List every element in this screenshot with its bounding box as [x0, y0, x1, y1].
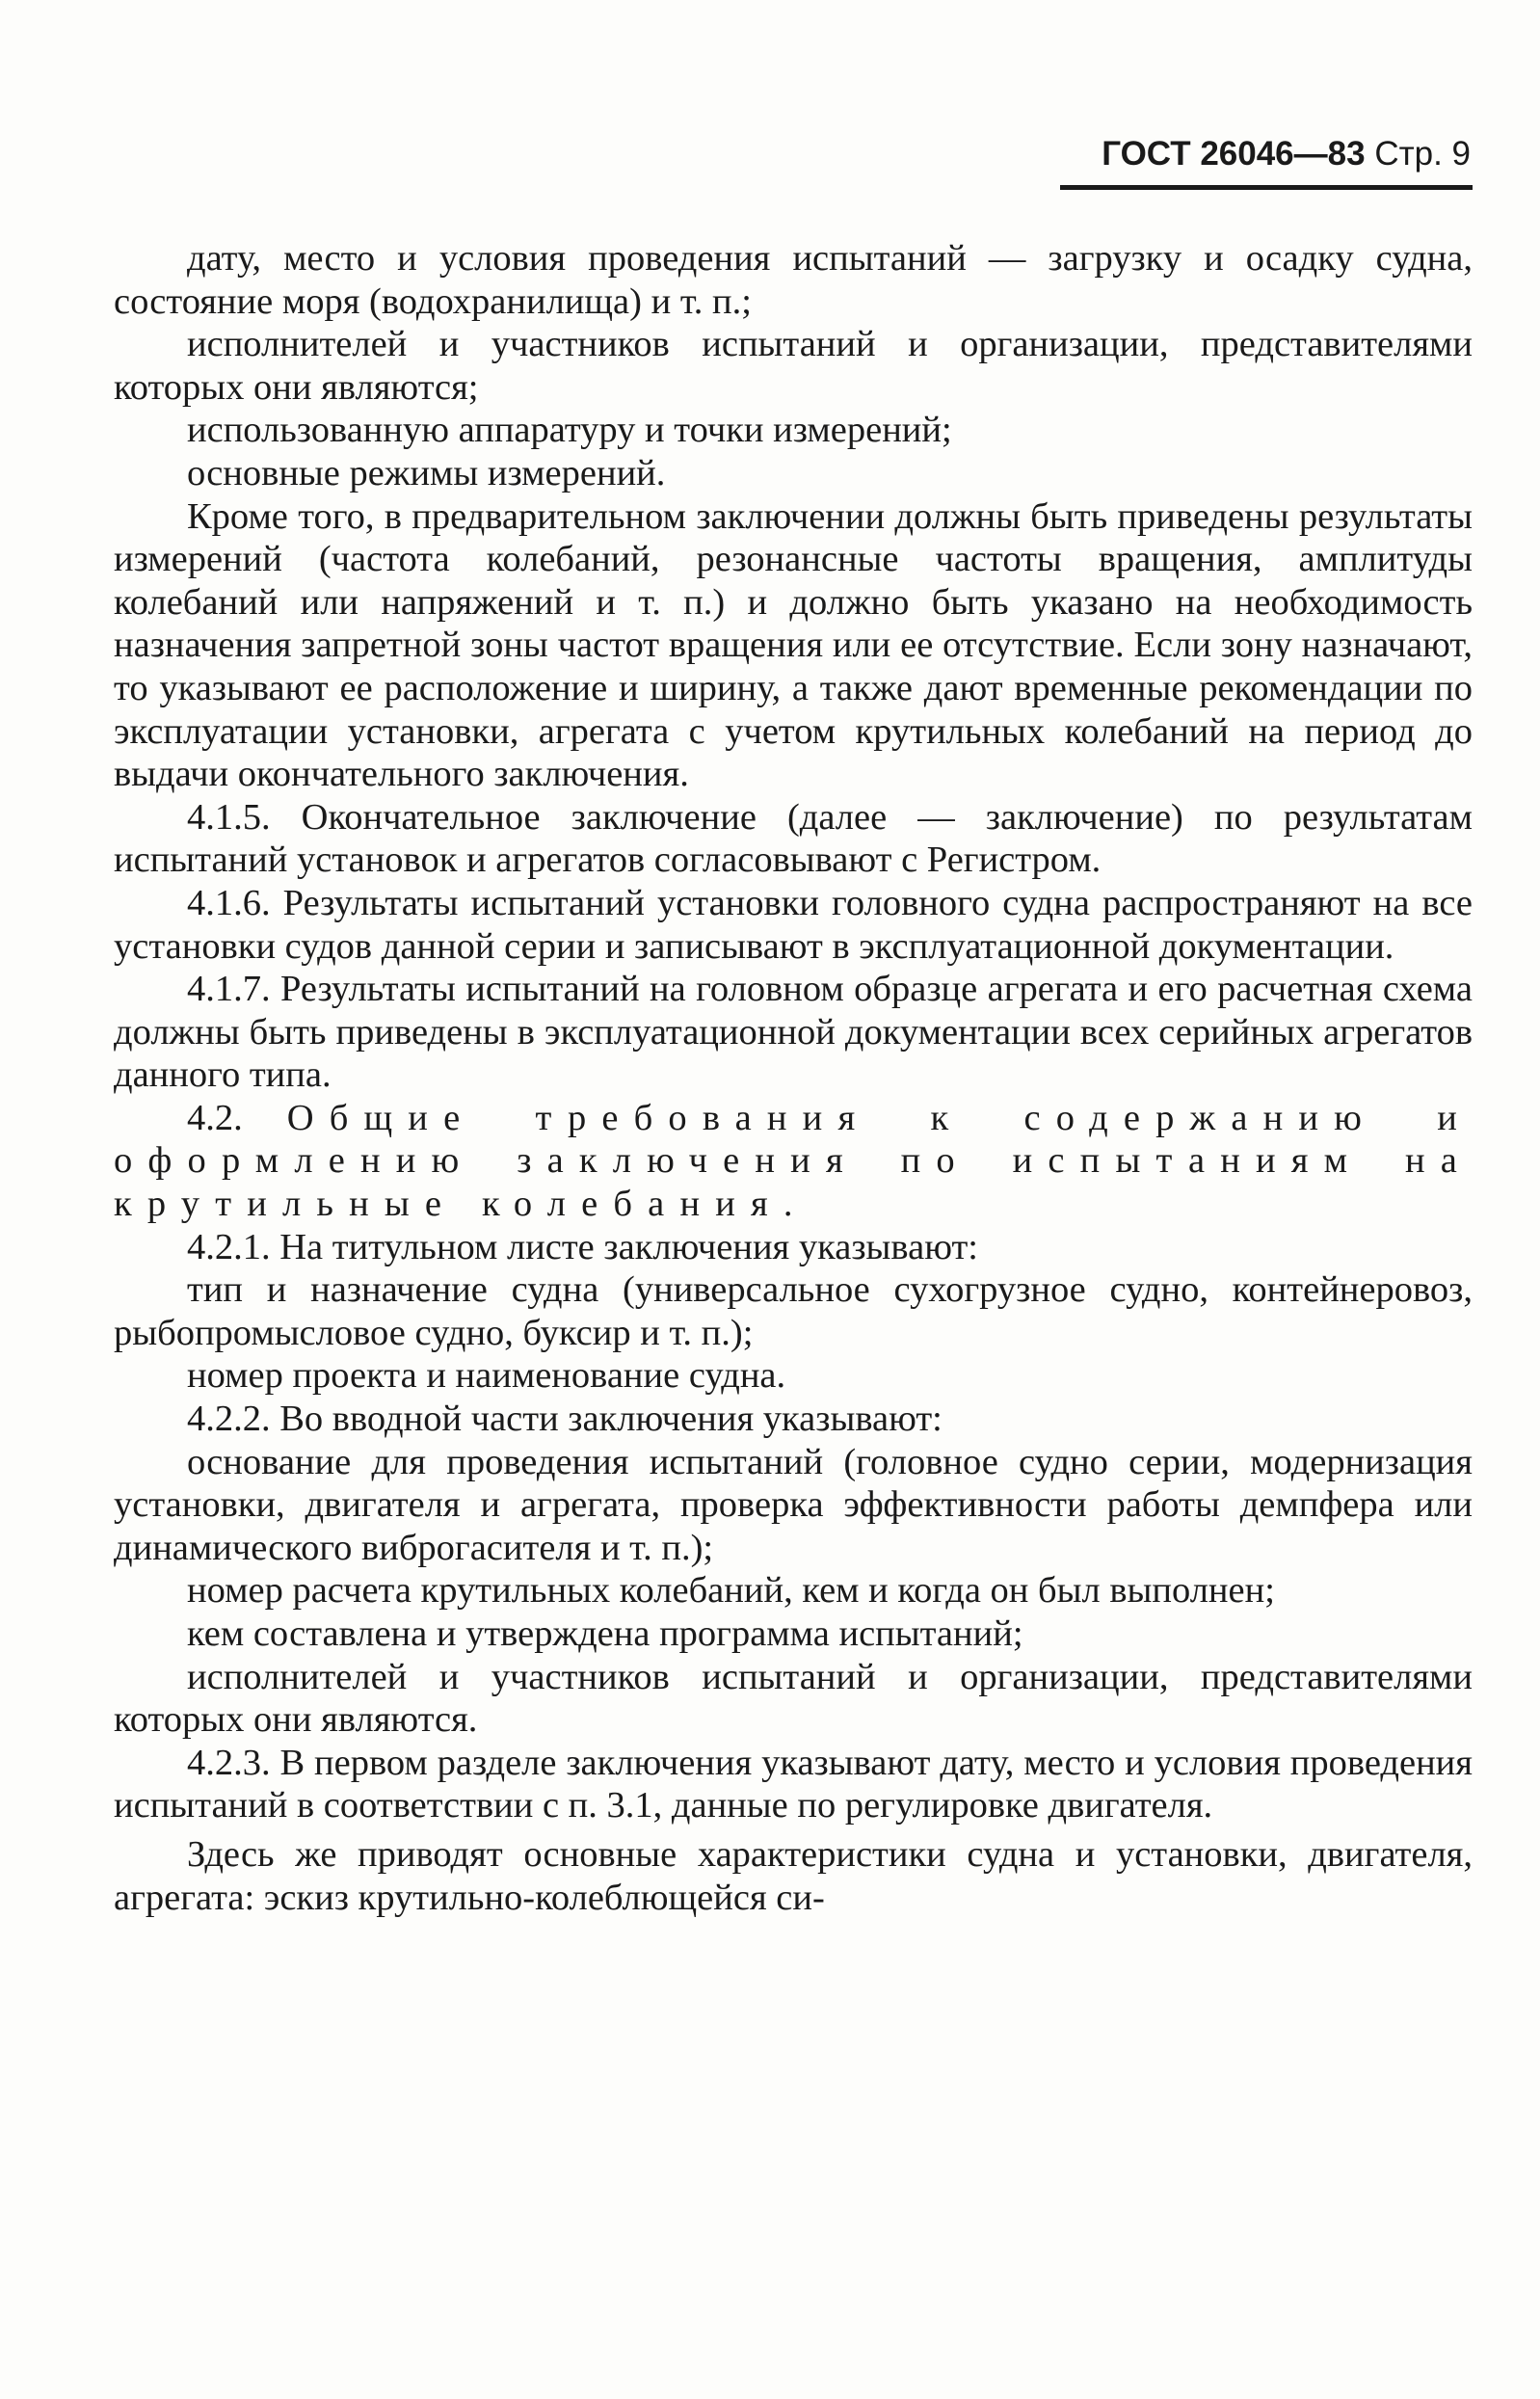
clause-4-1-5: 4.1.5. Окончательное заключение (далее — заключение) по результатам испытаний установок и агрегатов согласовывают с Регистром.: [114, 796, 1473, 881]
clause-4-2-3: 4.2.3. В первом разделе заключения указывают дату, место и условия проведения испытаний в соответствии с п. 3.1, данные по регулировке двигателя.: [114, 1742, 1473, 1826]
header-rule: [1060, 185, 1473, 190]
clause-4-2-1: 4.2.1. На титульном листе заключения указывают:: [187, 1226, 978, 1267]
paragraph: кем составлена и утверждена программа испытаний;: [187, 1613, 1023, 1654]
paragraph: Здесь же приводят основные характеристики судна и установки, двигателя, агрегата: эскиз крутильно-колеблющейся си-: [114, 1833, 1473, 1918]
clause-4-1-7: 4.1.7. Результаты испытаний на головном образце агрегата и его расчетная схема должны быть приведены в эксплуатационной документации всех серийных агрегатов данного типа.: [114, 969, 1473, 1096]
paragraph: дату, место и условия проведения испытаний — загрузку и осадку судна, состояние моря (водохранилища) и т. п.;: [114, 238, 1473, 322]
section-heading-4-2: [114, 1097, 1473, 1226]
section-title: Общие требования к содержанию и оформлению заключения по испытаниям на крутильные колебания.: [114, 1097, 1473, 1225]
paragraph: Кроме того, в предварительном заключении должны быть приведены результаты измерений (частота колебаний, резонансные частоты вращения, амплитуды колебаний или напряжений и т. п.) и должно быть указано на необходимость назначения запретной зоны частот вращения или ее отсутствие. Если зону назначают, то указывают ее расположение и ширину, а также дают временные рекомендации по эксплуатации установки, агрегата с учетом крутильных колебаний на период до выдачи окончательного заключения.: [114, 495, 1473, 795]
paragraph: исполнителей и участников испытаний и организации, представителями которых они являются.: [114, 1656, 1473, 1741]
page-header: [1060, 133, 1471, 175]
paragraph: исполнителей и участников испытаний и организации, представителями которых они являются;: [114, 324, 1473, 408]
paragraph: номер расчета крутильных колебаний, кем и когда он был выполнен;: [187, 1570, 1275, 1612]
paragraph: основные режимы измерений.: [187, 452, 666, 493]
paragraph: тип и назначение судна (универсальное сухогрузное судно, контейнеровоз, рыбопромысловое судно, буксир и т. п.);: [114, 1269, 1473, 1353]
document-body: [114, 237, 1473, 1919]
clause-4-2-2: 4.2.2. Во вводной части заключения указывают:: [187, 1399, 943, 1440]
paragraph: использованную аппаратуру и точки измерений;: [187, 410, 952, 451]
standard-code: ГОСТ 26046—83: [1102, 135, 1366, 173]
paragraph: номер проекта и наименование судна.: [187, 1355, 786, 1397]
section-number: 4.2.: [187, 1097, 243, 1138]
page-number: Стр. 9: [1374, 135, 1471, 173]
paragraph: основание для проведения испытаний (головное судно серии, модернизация установки, двигателя и агрегата, проверка эффективности работы демпфера или динамического виброгасителя и т. п.);: [114, 1441, 1473, 1568]
clause-4-1-6: 4.1.6. Результаты испытаний установки головного судна распространяют на все установки судов данной серии и записывают в эксплуатационной документации.: [114, 882, 1473, 967]
